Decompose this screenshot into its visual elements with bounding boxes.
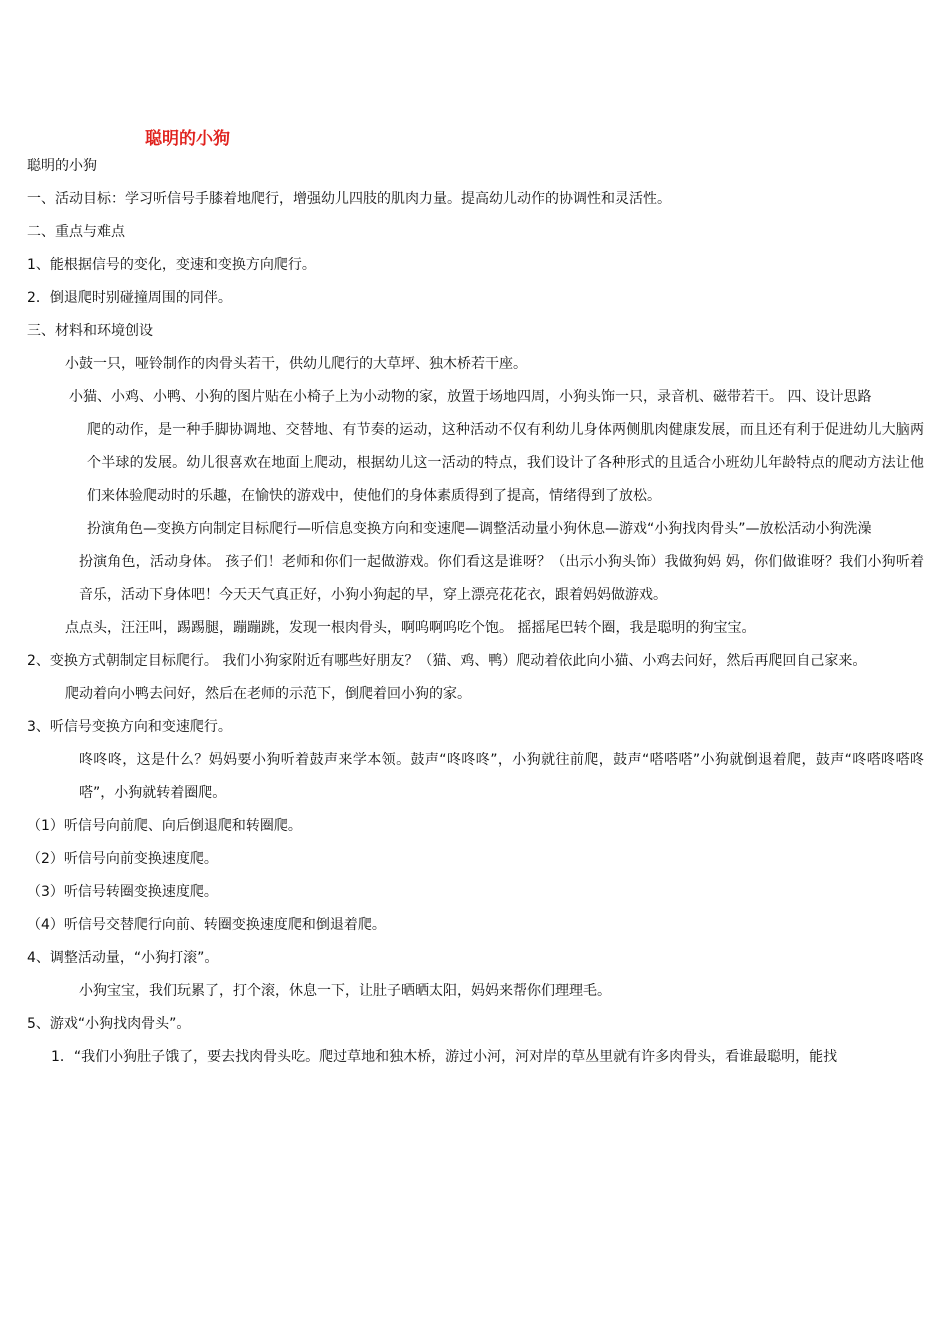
paragraph-sub-3: （3）听信号转圈变换速度爬。 — [27, 884, 218, 900]
paragraph-heading-materials: 三、材料和环境创设 — [27, 323, 153, 339]
paragraph-activity-flow: 扮演角色—变换方向制定目标爬行—听信息变换方向和变速爬—调整活动量小狗休息—游戏“小狗找肉骨头”—放松活动小狗洗澡 — [87, 521, 872, 537]
paragraph-sub-4: （4）听信号交替爬行向前、转圈变换速度爬和倒退着爬。 — [27, 917, 386, 933]
paragraph-step-4: 4、调整活动量，“小狗打滚”。 — [27, 950, 219, 966]
paragraph-step-5-detail: 1．“我们小狗肚子饿了，要去找肉骨头吃。爬过草地和独木桥，游过小河，河对岸的草丛里就有许多肉骨头，看谁最聪明，能找 — [51, 1049, 838, 1065]
paragraph-point-2: 2．倒退爬时别碰撞周围的同伴。 — [27, 290, 232, 306]
paragraph-heading-key-points: 二、重点与难点 — [27, 224, 125, 240]
paragraph-rhyme: 点点头，汪汪叫，踢踢腿，蹦蹦跳，发现一根肉骨头，啊呜啊呜吃个饱。 摇摇尾巴转个圈，我是聪明的狗宝宝。 — [65, 620, 756, 636]
paragraph-goal: 一、活动目标：学习听信号手膝着地爬行，增强幼儿四肢的肌肉力量。提高幼儿动作的协调性和灵活性。 — [27, 191, 671, 207]
paragraph-step-3: 3、听信号变换方向和变速爬行。 — [27, 719, 232, 735]
paragraph-step-2-detail: 爬动着向小鸭去问好，然后在老师的示范下，倒爬着回小狗的家。 — [65, 686, 471, 702]
document-body — [27, 150, 924, 1074]
paragraph-subtitle: 聪明的小狗 — [27, 158, 97, 174]
paragraph-step-4-detail: 小狗宝宝，我们玩累了，打个滚，休息一下，让肚子晒晒太阳，妈妈来帮你们理理毛。 — [79, 983, 611, 999]
paragraph-sub-2: （2）听信号向前变换速度爬。 — [27, 851, 218, 867]
document-title: 聪明的小狗 — [145, 129, 230, 149]
paragraph-step-5: 5、游戏“小狗找肉骨头”。 — [27, 1016, 191, 1032]
paragraph-point-1: 1、能根据信号的变化，变速和变换方向爬行。 — [27, 257, 316, 273]
paragraph-sub-1: （1）听信号向前爬、向后倒退爬和转圈爬。 — [27, 818, 302, 834]
paragraph-design-rationale: 爬的动作，是一种手脚协调地、交替地、有节奏的运动，这种活动不仅有利幼儿身体两侧肌肉健康发展，而且还有利于促进幼儿大脑两个半球的发展。幼儿很喜欢在地面上爬动，根据幼儿这一活动的特点，我们设计了各种形式的且适合小班幼儿年龄特点的爬动方法让他们来体验爬动时的乐趣，在愉快的游戏中，使他们的身体素质得到了提高，情绪得到了放松。 — [87, 422, 924, 504]
paragraph-step-3-detail: 咚咚咚，这是什么？妈妈要小狗听着鼓声来学本领。鼓声“咚咚咚”，小狗就往前爬，鼓声“嗒嗒嗒”小狗就倒退着爬，鼓声“咚嗒咚嗒咚嗒”，小狗就转着圈爬。 — [79, 752, 924, 801]
paragraph-materials-1: 小鼓一只，哑铃制作的肉骨头若干，供幼儿爬行的大草坪、独木桥若干座。 — [65, 356, 527, 372]
paragraph-materials-2: 小猫、小鸡、小鸭、小狗的图片贴在小椅子上为小动物的家，放置于场地四周，小狗头饰一只，录音机、磁带若干。 四、设计思路 — [69, 389, 872, 405]
paragraph-role-play: 扮演角色，活动身体。 孩子们！老师和你们一起做游戏。你们看这是谁呀？（出示小狗头饰）我做狗妈 妈，你们做谁呀？我们小狗听着音乐，活动下身体吧！今天天气真正好，小狗小狗起的早，穿上漂亮花花衣，跟着妈妈做游戏。 — [79, 554, 924, 603]
paragraph-step-2: 2、变换方式朝制定目标爬行。 我们小狗家附近有哪些好朋友？（猫、鸡、鸭）爬动着依此向小猫、小鸡去问好，然后再爬回自己家来。 — [27, 653, 867, 669]
